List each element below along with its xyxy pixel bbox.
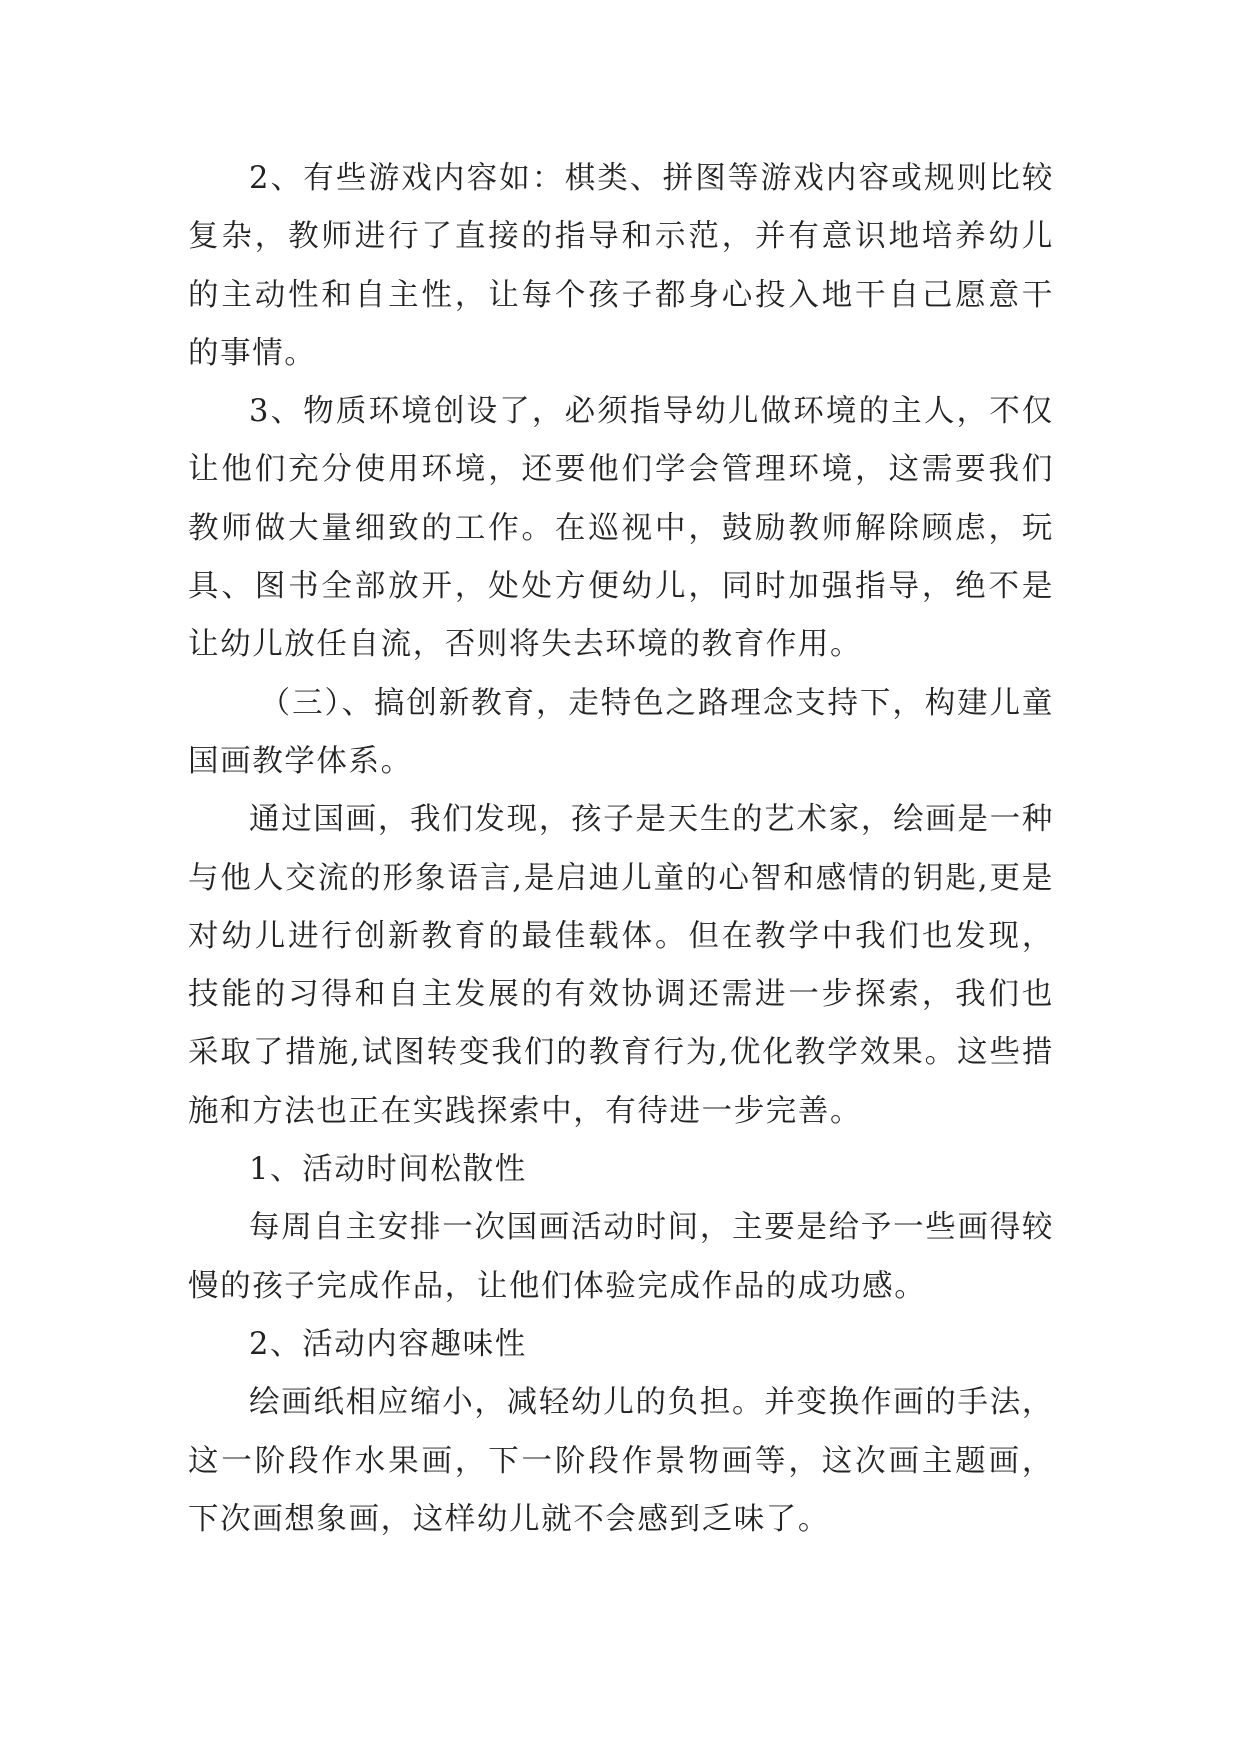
paragraph-activity-time: 每周自主安排一次国画活动时间，主要是给予一些画得较慢的孩子完成作品，让他们体验完成作品的成功感。 bbox=[188, 1210, 1054, 1304]
paragraph-environment: 3、物质环境创设了，必须指导幼儿做环境的主人，不仅让他们充分使用环境，还要他们学会管理环境，这需要我们教师做大量细致的工作。在巡视中，鼓励教师解除顾虑，玩具、图书全部放开，处处方便幼儿，同时加强指导，绝不是让幼儿放任自流，否则将失去环境的教育作用。 bbox=[188, 394, 1054, 663]
paragraph-game-guidance: 2、有些游戏内容如：棋类、拼图等游戏内容或规则比较复杂，教师进行了直接的指导和示范，并有意识地培养幼儿的主动性和自主性，让每个孩子都身心投入地干自己愿意干的事情。 bbox=[188, 161, 1054, 371]
paragraph-activity-content: 绘画纸相应缩小，减轻幼儿的负担。并变换作画的手法，这一阶段作水果画，下一阶段作景物画等，这次画主题画，下次画想象画，这样幼儿就不会感到乏味了。 bbox=[188, 1385, 1054, 1537]
paragraph-chinese-painting: 通过国画，我们发现，孩子是天生的艺术家，绘画是一种与他人交流的形象语言,是启迪儿童的心智和感情的钥匙,更是对幼儿进行创新教育的最佳载体。但在教学中我们也发现，技能的习得和自主发展的有效协调还需进一步探索，我们也采取了措施,试图转变我们的教育行为,优化教学效果。这些措施和方法也正在实践探索中，有待进一步完善。 bbox=[188, 802, 1054, 1129]
section-heading-innovation: （三）、搞创新教育，走特色之路理念支持下，构建儿童国画教学体系。 bbox=[188, 685, 1054, 779]
subheading-activity-content: 2、活动内容趣味性 bbox=[249, 1326, 527, 1362]
subheading-activity-time: 1、活动时间松散性 bbox=[249, 1152, 527, 1188]
document-body bbox=[188, 150, 1054, 1549]
